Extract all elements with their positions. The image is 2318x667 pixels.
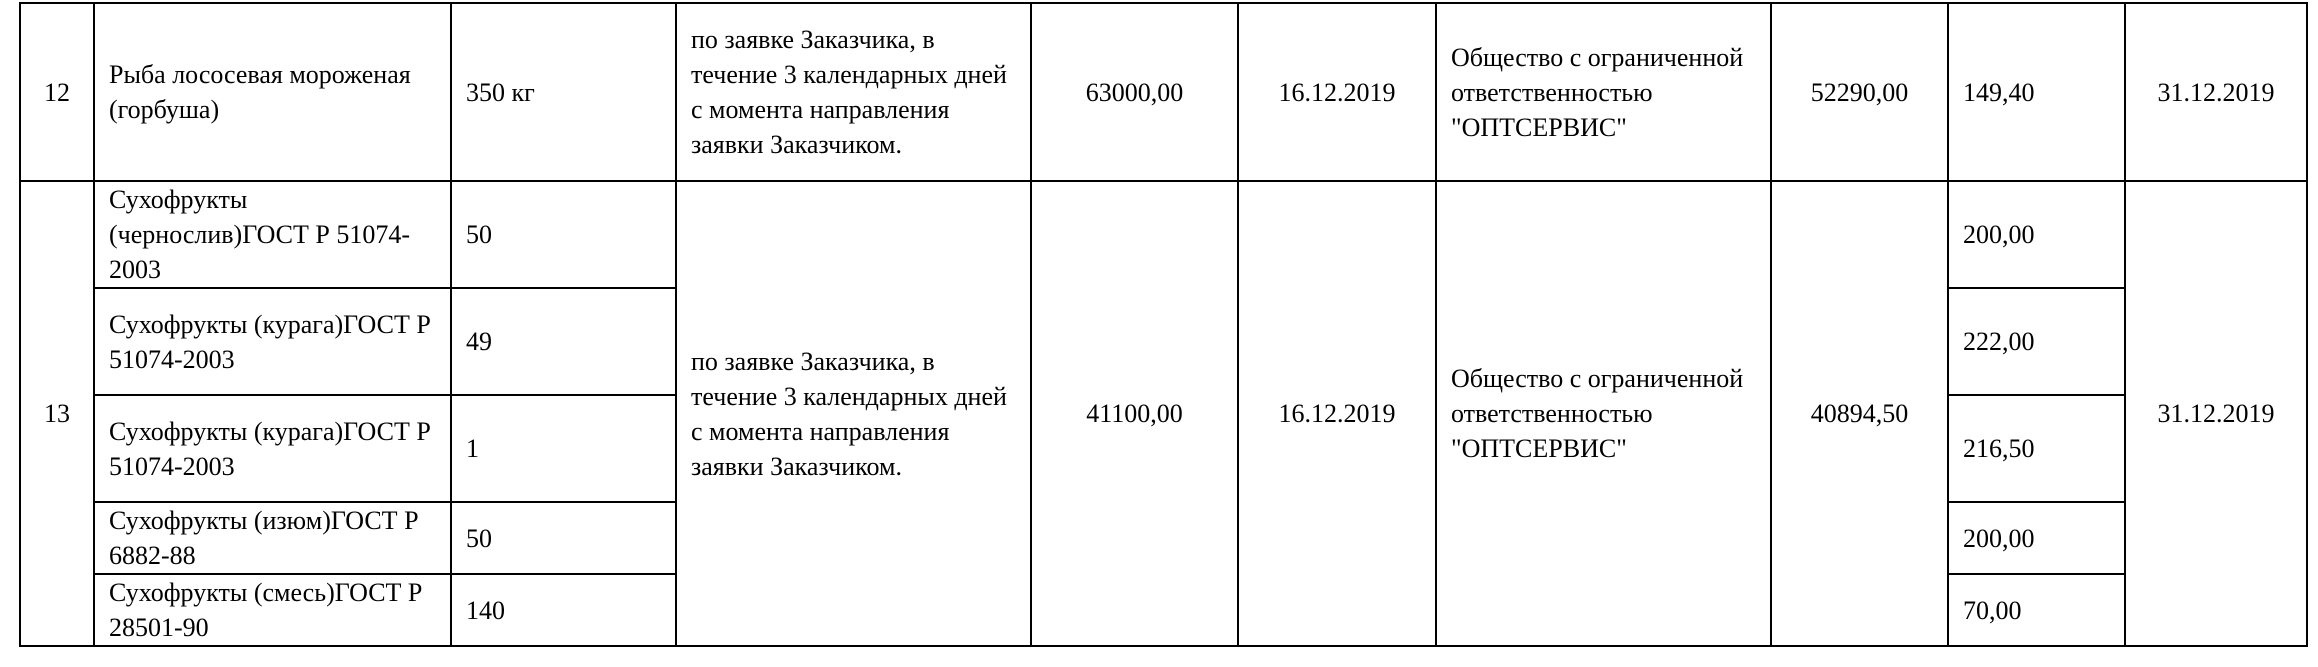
delivery-term-cell: [676, 3, 1031, 181]
unit-price-cell: [1948, 502, 2125, 574]
contract-sum: 40894,50: [1810, 399, 1909, 428]
delivery-term-cell: [676, 181, 1031, 646]
item-quantity: 50: [466, 523, 492, 553]
unit-price-cell: [1948, 395, 2125, 502]
item-quantity-cell: [451, 574, 676, 646]
contract-date: 16.12.2019: [1278, 77, 1396, 107]
max-price: 63000,00: [1085, 77, 1184, 107]
supplier-name: Общество с ограниченной ответственностью "ОПТСЕРВИС": [1451, 364, 1744, 463]
item-name: Сухофрукты (изюм)ГОСТ Р 6882-88: [109, 506, 419, 570]
item-name: Сухофрукты (чернослив)ГОСТ Р 51074-2003: [109, 185, 411, 284]
item-name: Рыба лососевая мороженая (горбуша): [109, 60, 411, 124]
item-quantity-cell: [451, 395, 676, 502]
item-name-cell: [94, 574, 451, 646]
item-quantity-cell: [451, 288, 676, 395]
contract-sum-cell: [1771, 3, 1948, 181]
max-price-cell: [1031, 3, 1238, 181]
unit-price-cell: [1948, 3, 2125, 181]
end-date-cell: [2125, 3, 2307, 181]
supplier-cell: [1436, 3, 1771, 181]
unit-price: 200,00: [1963, 523, 2035, 553]
unit-price: 222,00: [1963, 327, 2035, 356]
unit-price-cell: [1948, 181, 2125, 288]
contract-sum: 52290,00: [1810, 77, 1909, 107]
unit-price: 200,00: [1963, 220, 2035, 249]
item-quantity-cell: [451, 3, 676, 181]
unit-price-cell: [1948, 574, 2125, 646]
item-quantity-cell: [451, 181, 676, 288]
item-name-cell: [94, 288, 451, 395]
row-number: 12: [44, 77, 70, 107]
delivery-term: по заявке Заказчика, в течение 3 календарных дней с момента направления заявки Заказчиком.: [691, 346, 1007, 481]
delivery-term: по заявке Заказчика, в течение 3 календарных дней с момента направления заявки Заказчиком.: [691, 25, 1007, 159]
end-date: 31.12.2019: [2157, 77, 2275, 107]
unit-price: 216,50: [1963, 434, 2035, 463]
row-number-cell: [20, 3, 94, 181]
table-row: [20, 3, 2307, 181]
item-name-cell: [94, 181, 451, 288]
table-row: [20, 181, 2307, 288]
unit-price: 149,40: [1963, 77, 2035, 107]
item-quantity: 350 кг: [466, 77, 535, 107]
unit-price: 70,00: [1963, 595, 2022, 625]
end-date: 31.12.2019: [2157, 399, 2275, 428]
item-quantity: 49: [466, 327, 492, 356]
item-name: Сухофрукты (курага)ГОСТ Р 51074-2003: [109, 309, 431, 374]
procurement-table: [19, 2, 2308, 647]
max-price: 41100,00: [1086, 399, 1183, 428]
unit-price-cell: [1948, 288, 2125, 395]
item-name-cell: [94, 3, 451, 181]
row-number: 13: [44, 399, 70, 428]
item-quantity: 50: [466, 220, 492, 249]
date-cell: [1238, 3, 1436, 181]
date-cell: [1238, 181, 1436, 646]
item-name: Сухофрукты (курага)ГОСТ Р 51074-2003: [109, 416, 431, 481]
item-name: Сухофрукты (смесь)ГОСТ Р 28501-90: [109, 578, 423, 642]
contract-date: 16.12.2019: [1278, 399, 1396, 428]
max-price-cell: [1031, 181, 1238, 646]
item-name-cell: [94, 395, 451, 502]
item-quantity: 140: [466, 595, 505, 625]
row-number-cell: [20, 181, 94, 646]
item-quantity-cell: [451, 502, 676, 574]
supplier-cell: [1436, 181, 1771, 646]
contract-sum-cell: [1771, 181, 1948, 646]
end-date-cell: [2125, 181, 2307, 646]
item-quantity: 1: [466, 434, 479, 463]
supplier-name: Общество с ограниченной ответственностью "ОПТСЕРВИС": [1451, 42, 1744, 142]
item-name-cell: [94, 502, 451, 574]
